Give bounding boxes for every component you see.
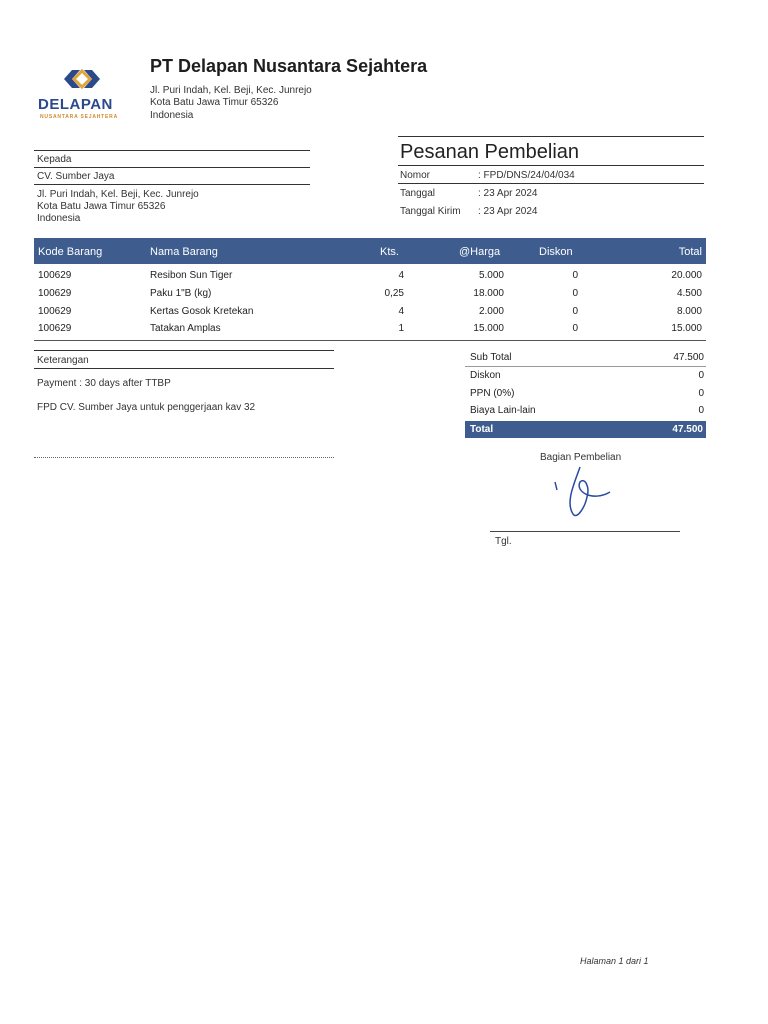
grand-total-value: 47.500 xyxy=(672,424,703,435)
cell-code: 100629 xyxy=(38,306,72,317)
cell-code: 100629 xyxy=(38,323,72,334)
signature-date-label: Tgl. xyxy=(495,536,512,547)
col-header-discount: Diskon xyxy=(539,246,573,258)
table-row xyxy=(34,288,706,302)
cell-discount: 0 xyxy=(572,270,578,281)
cell-discount: 0 xyxy=(572,323,578,334)
recipient-name: CV. Sumber Jaya xyxy=(37,171,115,182)
cell-price: 18.000 xyxy=(473,288,504,299)
recipient-address-line1: Jl. Puri Indah, Kel. Beji, Kec. Junrejo xyxy=(37,189,199,200)
recipient-name-rule xyxy=(34,184,310,185)
cell-qty: 4 xyxy=(398,306,404,317)
recipient-label-rule xyxy=(34,167,310,168)
doc-number-rule xyxy=(398,183,704,184)
other-costs-label: Biaya Lain-lain xyxy=(470,405,536,416)
col-header-qty: Kts. xyxy=(380,246,399,258)
cell-qty: 0,25 xyxy=(384,288,404,299)
cell-total: 15.000 xyxy=(671,323,702,334)
handwritten-signature-icon xyxy=(545,462,625,522)
doc-ship-date-value: : 23 Apr 2024 xyxy=(478,206,538,217)
table-row xyxy=(34,306,706,320)
notes-label-rule xyxy=(34,368,334,369)
table-row xyxy=(34,323,706,337)
page-number: Halaman 1 dari 1 xyxy=(580,956,649,966)
cell-code: 100629 xyxy=(38,270,72,281)
grand-total-label: Total xyxy=(470,424,494,435)
signature-role: Bagian Pembelian xyxy=(540,452,622,463)
recipient-label: Kepada xyxy=(37,154,72,165)
cell-discount: 0 xyxy=(572,306,578,317)
doc-top-rule xyxy=(398,136,704,137)
company-logo-icon xyxy=(60,66,104,92)
notes-label: Keterangan xyxy=(37,355,89,366)
document-title: Pesanan Pembelian xyxy=(400,141,580,163)
cell-price: 5.000 xyxy=(478,270,504,281)
doc-number-label: Nomor xyxy=(400,170,431,181)
doc-date-label: Tanggal xyxy=(400,188,436,199)
cell-price: 2.000 xyxy=(478,306,504,317)
cell-code: 100629 xyxy=(38,288,72,299)
col-header-total: Total xyxy=(678,246,702,258)
cell-total: 4.500 xyxy=(676,288,702,299)
cell-name: Paku 1"B (kg) xyxy=(150,288,212,299)
summary-discount-value: 0 xyxy=(698,370,704,381)
recipient-address-line3: Indonesia xyxy=(37,213,81,224)
recipient-address-line2: Kota Batu Jawa Timur 65326 xyxy=(37,201,166,212)
cell-total: 20.000 xyxy=(671,270,702,281)
signature-line xyxy=(490,531,680,532)
doc-ship-date-label: Tanggal Kirim xyxy=(400,206,461,217)
company-address-line1: Jl. Puri Indah, Kel. Beji, Kec. Junrejo xyxy=(150,85,312,96)
cell-price: 15.000 xyxy=(473,323,504,334)
doc-title-rule xyxy=(398,165,704,166)
logo-tagline: NUSANTARA SEJAHTERA xyxy=(40,114,118,120)
subtotal-rule xyxy=(465,366,706,367)
company-address-line3: Indonesia xyxy=(150,110,194,121)
table-bottom-rule xyxy=(34,340,706,341)
tax-label: PPN (0%) xyxy=(470,388,515,399)
cell-qty: 1 xyxy=(398,323,404,334)
notes-top-rule xyxy=(34,350,334,351)
cell-discount: 0 xyxy=(572,288,578,299)
cell-name: Kertas Gosok Kretekan xyxy=(150,306,254,317)
summary-block xyxy=(465,352,706,422)
cell-qty: 4 xyxy=(398,270,404,281)
col-header-code: Kode Barang xyxy=(38,246,103,258)
subtotal-value: 47.500 xyxy=(673,352,704,363)
other-costs-value: 0 xyxy=(698,405,704,416)
company-name: PT Delapan Nusantara Sejahtera xyxy=(150,56,428,76)
items-table-header xyxy=(34,238,706,264)
logo-wordmark: DELAPAN xyxy=(38,96,113,113)
tax-value: 0 xyxy=(698,388,704,399)
cell-name: Resibon Sun Tiger xyxy=(150,270,233,281)
doc-number-value: : FPD/DNS/24/04/034 xyxy=(478,170,575,181)
summary-discount-label: Diskon xyxy=(470,370,501,381)
cell-name: Tatakan Amplas xyxy=(150,323,221,334)
table-row xyxy=(34,270,706,284)
cell-total: 8.000 xyxy=(676,306,702,317)
subtotal-label: Sub Total xyxy=(470,352,512,363)
grand-total-bar xyxy=(465,421,706,438)
doc-date-value: : 23 Apr 2024 xyxy=(478,188,538,199)
col-header-price: @Harga xyxy=(459,246,501,258)
notes-bottom-dotted-rule xyxy=(34,457,334,458)
company-address-line2: Kota Batu Jawa Timur 65326 xyxy=(150,97,279,108)
notes-line1: Payment : 30 days after TTBP xyxy=(37,378,171,389)
col-header-name: Nama Barang xyxy=(150,246,218,258)
recipient-top-rule xyxy=(34,150,310,151)
notes-line2: FPD CV. Sumber Jaya untuk penggerjaan kav 32 xyxy=(37,402,256,413)
